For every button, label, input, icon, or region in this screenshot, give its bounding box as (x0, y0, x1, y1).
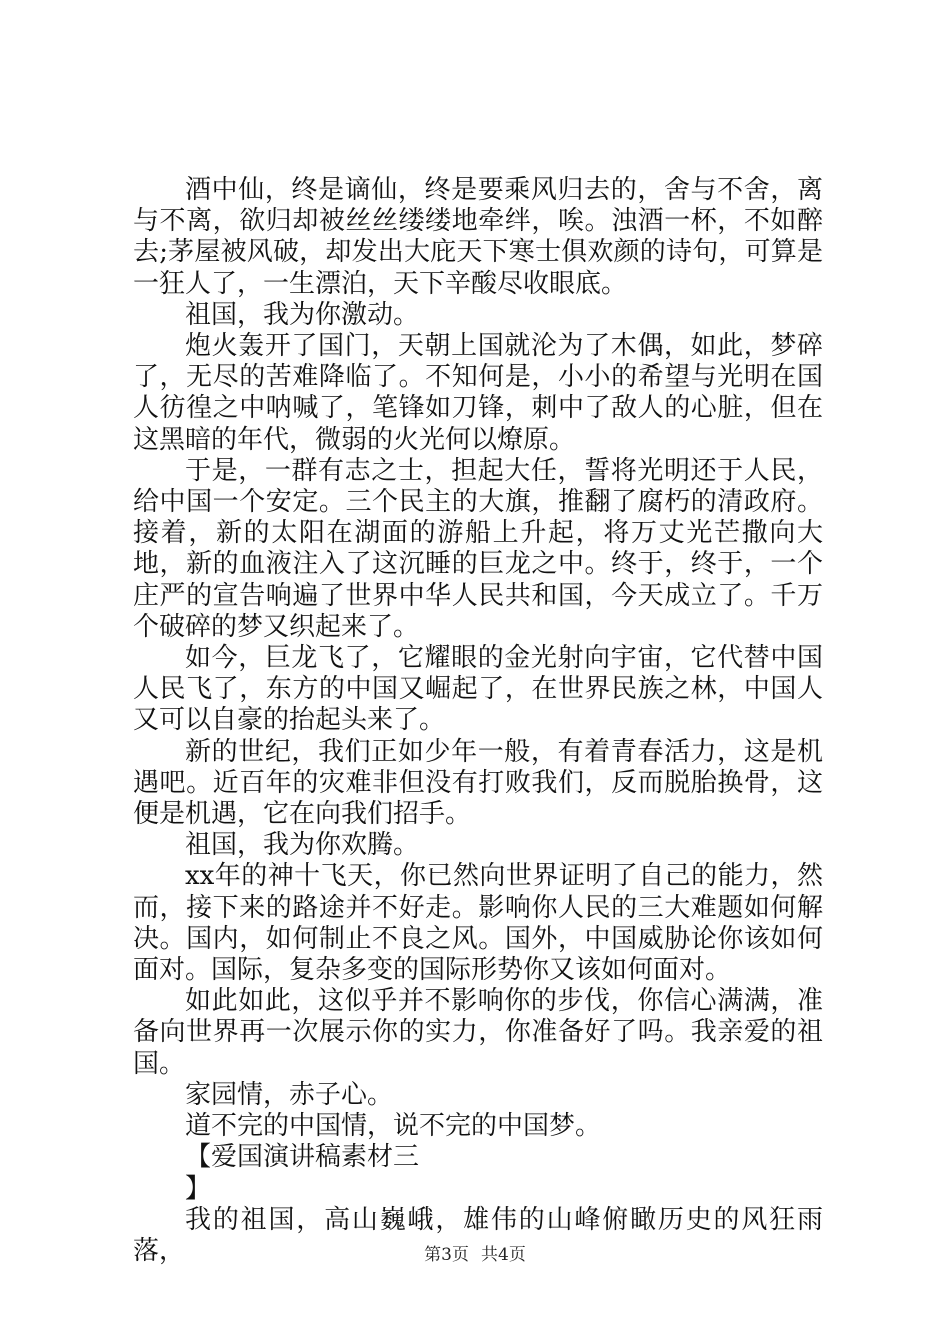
body-text (133, 175, 823, 1267)
page-footer (0, 1244, 950, 1266)
paragraph-6: 新的世纪，我们正如少年一般，有着青春活力，这是机遇吧。近百年的灾难非但没有打败我们，反而脱胎换骨，这便是机遇，它在向我们招手。 (133, 736, 823, 830)
paragraph-8: xx年的神十飞天，你已然向世界证明了自己的能力，然而，接下来的路途并不好走。影响你人民的三大难题如何解决。国内，如何制止不良之风。国外，中国威胁论你该如何面对。国际，复杂多变的国际形势你又该如何面对。 (133, 861, 823, 986)
paragraph-12: 我的祖国，高山巍峨，雄伟的山峰俯瞰历史的风狂雨落， (133, 1204, 823, 1266)
paragraph-4: 于是，一群有志之士，担起大任，誓将光明还于人民，给中国一个安定。三个民主的大旗，推翻了腐朽的清政府。接着，新的太阳在湖面的游船上升起，将万丈光芒撒向大地，新的血液注入了这沉睡的巨龙之中。终于，终于，一个庄严的宣告响遍了世界中华人民共和国，今天成立了。千万个破碎的梦又织起来了。 (133, 455, 823, 642)
paragraph-1: 酒中仙，终是谪仙，终是要乘风归去的，舍与不舍，离与不离，欲归却被丝丝缕缕地牵绊，唉。浊酒一杯，不如醉去;茅屋被风破，却发出大庇天下寒士俱欢颜的诗句，可算是一狂人了，一生漂泊，天下辛酸尽收眼底。 (133, 175, 823, 299)
section-heading-close: 】 (185, 1173, 212, 1204)
page-number: 第3页 (424, 1245, 469, 1265)
paragraph-10: 家园情，赤子心。 (185, 1079, 394, 1110)
paragraph-5: 如今，巨龙飞了，它耀眼的金光射向宇宙，它代替中国人民飞了，东方的中国又崛起了，在世界民族之林，中国人又可以自豪的抬起头来了。 (133, 643, 823, 736)
paragraph-7: 祖国，我为你欢腾。 (185, 830, 420, 861)
paragraph-9: 如此如此，这似乎并不影响你的步伐，你信心满满，准备向世界再一次展示你的实力，你准备好了吗。我亲爱的祖国。 (133, 986, 823, 1079)
paragraph-11: 道不完的中国情，说不完的中国梦。 (185, 1111, 602, 1142)
paragraph-2: 祖国，我为你激动。 (185, 299, 420, 330)
page-total: 共4页 (481, 1245, 526, 1265)
section-heading: 【爱国演讲稿素材三 (185, 1142, 420, 1173)
paragraph-3: 炮火轰开了国门，天朝上国就沦为了木偶，如此，梦碎了，无尽的苦难降临了。不知何是，小小的希望与光明在国人彷徨之中呐喊了，笔锋如刀锋，刺中了敌人的心脏，但在这黑暗的年代，微弱的火光何以燎原。 (133, 331, 823, 455)
